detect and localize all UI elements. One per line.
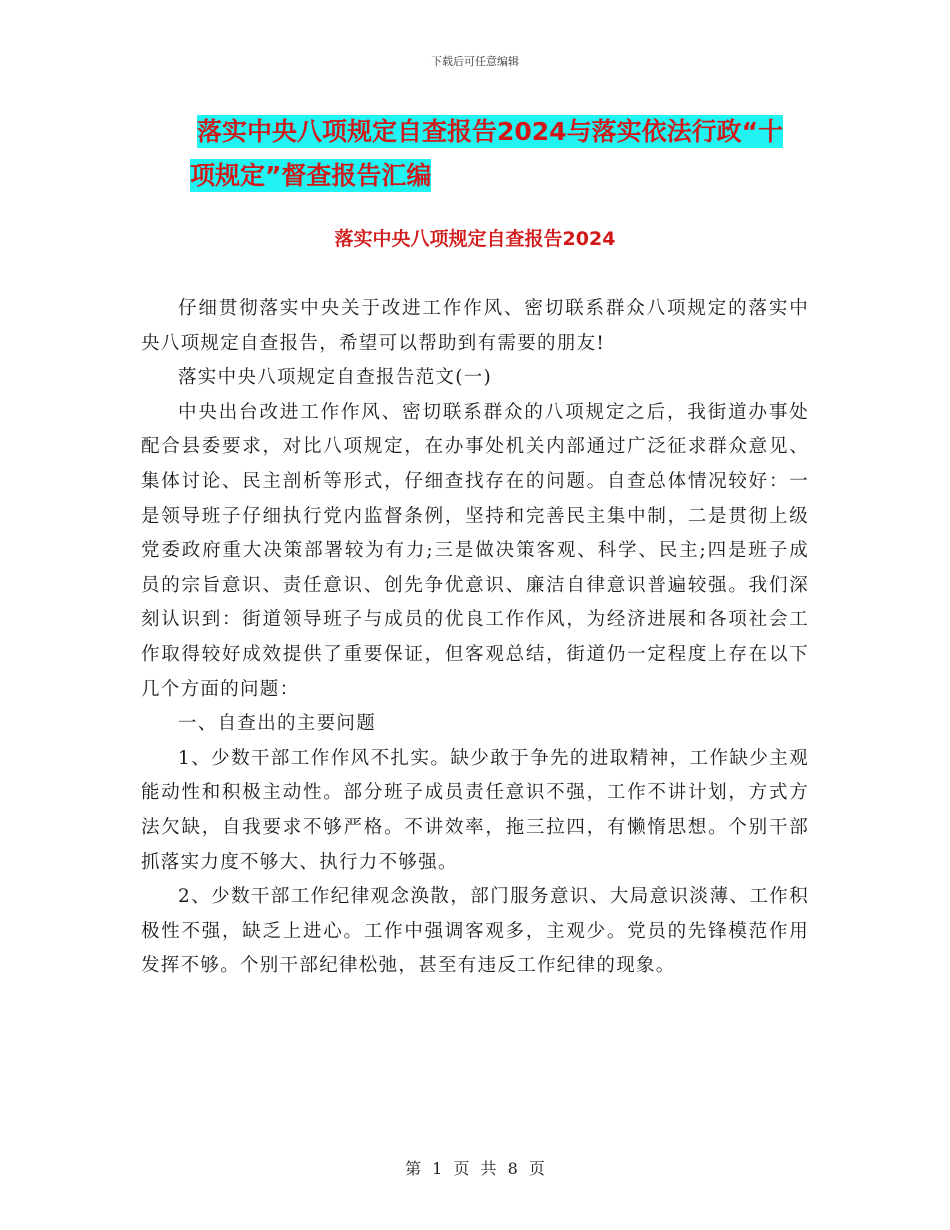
paragraph-issue-2: 2、少数干部工作纪律观念涣散，部门服务意识、大局意识淡薄、工作积极性不强，缺乏上进心。工作中强调客观多，主观少。党员的先锋模范作用发挥不够。个别干部纪律松弛，甚至有违反工作纪律的现象。 — [141, 886, 809, 977]
header-note: 下载后可任意编辑 — [431, 55, 519, 68]
section-title: 落实中央八项规定自查报告2024 — [334, 228, 616, 250]
paragraph-issue-1: 1、少数干部工作作风不扎实。缺少敢于争先的进取精神，工作缺少主观能动性和积极主动性。部分班子成员责任意识不强，工作不讲计划，方式方法欠缺，自我要求不够严格。不讲效率，拖三拉四，有懒惰思想。个别干部抓落实力度不够大、执行力不够强。 — [141, 747, 809, 873]
page-number: 第 1 页 共 8 页 — [405, 1159, 545, 1178]
title-line-1: 落实中央八项规定自查报告2024与落实依法行政“十 — [196, 117, 783, 146]
paragraph-intro: 仔细贯彻落实中央关于改进工作作风、密切联系群众八项规定的落实中央八项规定自查报告，希望可以帮助到有需要的朋友! — [141, 298, 809, 354]
title-line-2: 项规定”督查报告汇编 — [190, 161, 432, 190]
paragraph-overview: 中央出台改进工作作风、密切联系群众的八项规定之后，我街道办事处配合县委要求，对比八项规定，在办事处机关内部通过广泛征求群众意见、集体讨论、民主剖析等形式，仔细查找存在的问题。自查总体情况较好：一是领导班子仔细执行党内监督条例，坚持和完善民主集中制，二是贯彻上级党委政府重大决策部署较为有力;三是做决策客观、科学、民主;四是班子成员的宗旨意识、责任意识、创先争优意识、廉洁自律意识普遍较强。我们深刻认识到：街道领导班子与成员的优良工作作风，为经济进展和各项社会工作取得较好成效提供了重要保证，但客观总结，街道仍一定程度上存在以下几个方面的问题： — [141, 401, 809, 700]
document-title — [140, 110, 840, 198]
body-text — [141, 292, 809, 984]
paragraph-heading-issues: 一、自查出的主要问题 — [178, 713, 377, 735]
paragraph-heading-sample: 落实中央八项规定自查报告范文(一) — [178, 367, 493, 389]
